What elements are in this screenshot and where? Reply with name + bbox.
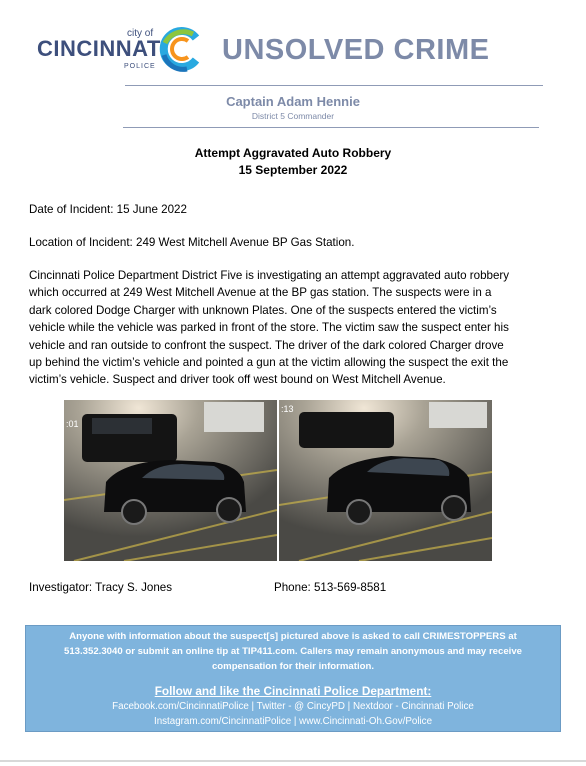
- incident-description: [29, 267, 569, 389]
- crimestoppers-box: [25, 625, 561, 732]
- location-of-incident: Location of Incident: 249 West Mitchell Avenue BP Gas Station.: [29, 236, 355, 249]
- crimestoppers-notice: [40, 629, 546, 674]
- photo-right-scene: [279, 400, 492, 561]
- photo-left-timestamp: :01: [66, 419, 79, 429]
- investigator-phone: Phone: 513-569-8581: [274, 581, 387, 594]
- surveillance-photo-left: [64, 400, 277, 561]
- page-title: UNSOLVED CRIME: [222, 34, 490, 66]
- header-divider-top: [125, 85, 543, 86]
- investigator-name: Investigator: Tracy S. Jones: [29, 581, 173, 594]
- description-line: victim’s vehicle. Suspect and driver took off west bound on West Mitchell Avenue.: [29, 373, 446, 387]
- photo-right-timestamp: :13: [281, 404, 294, 414]
- description-line: dark colored Dodge Charger with unknown Plates. One of the suspects entered the victim’s: [29, 303, 497, 317]
- header-divider-bottom: [123, 127, 539, 128]
- notice-line: Anyone with information about the suspect[s] pictured above is asked to call CRIMESTOPPERS at: [69, 631, 517, 642]
- notice-line: compensation for their information.: [211, 661, 375, 672]
- surveillance-photo-right: [279, 400, 492, 561]
- date-of-incident: Date of Incident: 15 June 2022: [29, 203, 187, 216]
- description-line: vehicle and ran outside to confront the suspect. The driver of the dark colored Charger drove: [29, 338, 504, 352]
- captain-name: Captain Adam Hennie: [226, 94, 360, 109]
- photo-left-scene: [64, 400, 277, 561]
- social-line[interactable]: Facebook.com/CincinnatiPolice | Twitter - @ CincyPD | Nextdoor - Cincinnati Police: [112, 701, 474, 712]
- description-line: Cincinnati Police Department District Five is investigating an attempt aggravated auto robbery: [29, 269, 510, 282]
- follow-heading: Follow and like the Cincinnati Police Department:: [154, 684, 432, 698]
- logo-police-label: POLICE: [124, 63, 156, 70]
- notice-date: 15 September 2022: [238, 163, 348, 177]
- logo-wordmark: CINCINNATI: [37, 36, 168, 61]
- crime-heading: Attempt Aggravated Auto Robbery: [194, 146, 392, 160]
- commander-title: District 5 Commander: [251, 111, 335, 121]
- notice-line: 513.352.3040 or submit an online tip at TIP411.com. Callers may remain anonymous and may receive: [63, 646, 523, 657]
- page-bottom-edge: [0, 760, 586, 762]
- logo-city-of: city of: [127, 28, 154, 39]
- social-line[interactable]: Instagram.com/CincinnatiPolice | www.Cincinnati-Oh.Gov/Police: [153, 715, 433, 727]
- description-line: which occurred at 249 West Mitchell Avenue at the BP gas station. The suspects were in a: [29, 286, 492, 300]
- description-line: up behind the victim’s vehicle and pointed a gun at the victim allowing the suspect the exit the: [29, 356, 509, 370]
- cincinnati-c-logo-icon: [157, 25, 205, 73]
- description-line: vehicle while the vehicle was parked in front of the store. The victim saw the suspect enter his: [29, 321, 509, 335]
- social-links: [26, 700, 560, 729]
